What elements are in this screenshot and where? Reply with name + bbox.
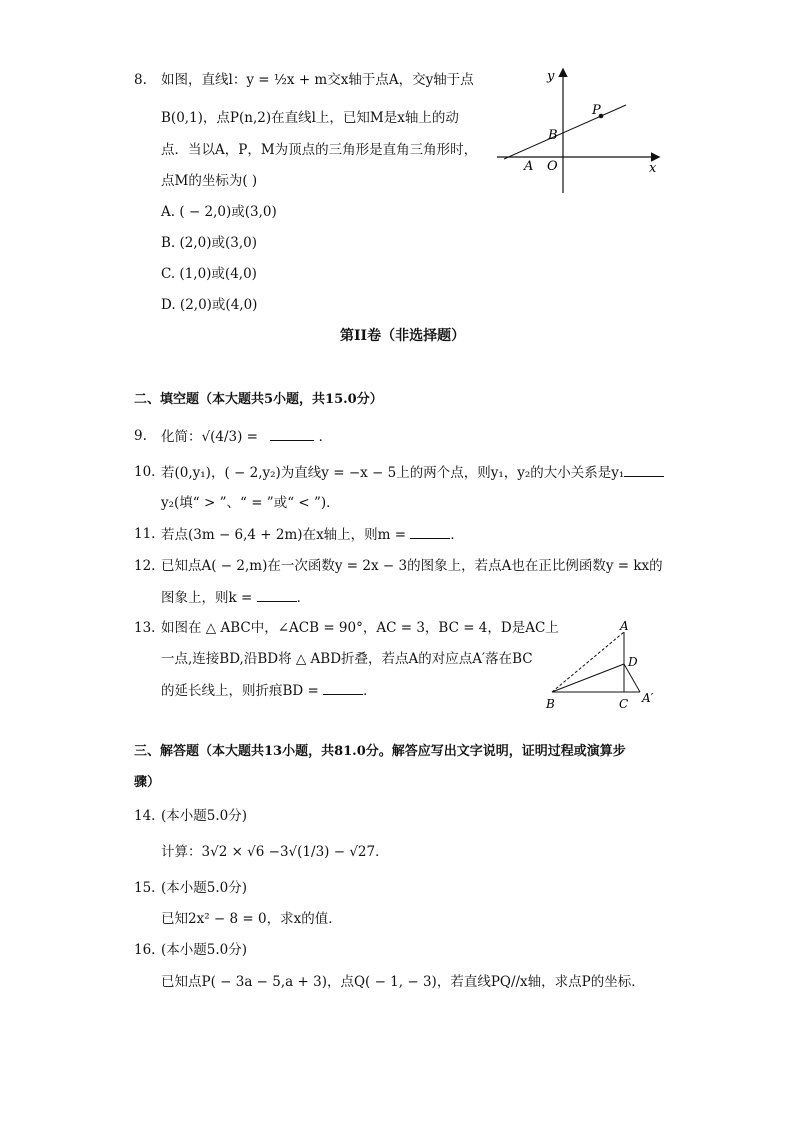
question-11-line [161,524,464,545]
question-13-triangle-figure [540,618,666,714]
y-axis-label: y [547,69,555,84]
point-c-label: C [619,697,629,711]
question-8-option-b: B. (2,0)或(3,0) [161,235,258,251]
question-9-number: 9. [134,428,147,444]
origin-label: O [547,159,558,174]
question-9-prompt: 化简： [161,429,202,445]
point-a-label: A [620,619,629,633]
point-b-label: B [548,128,558,143]
question-11-period: ． [450,527,464,543]
question-9-radical: √(4/3) [201,429,243,445]
question-12-line-2 [161,587,310,608]
question-15-score: (本小题5.0分) [161,880,248,896]
question-8-line-1: 如图，直线l：y = ½x + m交x轴于点A，交y轴于点 [161,72,474,88]
question-16-number: 16. [134,942,156,958]
question-9-text [161,426,332,447]
segment-ba-dashed [552,632,624,692]
line-l [504,105,626,159]
question-10-number: 10. [134,464,156,480]
question-8-coordinate-figure [492,62,667,197]
question-10-line-2: y₂(填“ > ”、“ = ”或“ < ”)． [161,495,340,511]
question-9-answer-blank[interactable] [270,426,314,441]
question-12-number: 12. [134,558,156,574]
question-12-line-1: 已知点A( − 2,m)在一次函数y = 2x − 3的图象上，若点A也在正比例函数y = kx的 [161,558,663,574]
question-15-number: 15. [134,880,156,896]
question-10-line-1 [161,462,664,483]
question-9-period: ． [318,429,333,445]
question-10-text: 若(0,y₁)，( − 2,y₂)为直线y = −x − 5上的两个点，则y₁，y₂的大小关系是y₁ [161,465,625,481]
question-13-period: ． [363,683,377,699]
question-14-text: 计算：3√2 × √6 −3√(1/3) − √27． [161,844,389,860]
question-12-period: ． [296,590,311,606]
question-14-score: (本小题5.0分) [161,808,248,824]
x-axis-label: x [649,161,657,176]
question-12-answer-blank[interactable] [257,587,297,602]
point-d-label: D [628,655,638,669]
question-8-option-a: A. ( − 2,0)或(3,0) [161,204,277,220]
question-13-line-1: 如图在 △ ABC中，∠ACB = 90°，AC = 3，BC = 4，D是AC上 [161,620,559,636]
point-p-label: P [592,103,601,118]
question-11-text: 若点(3m − 6,4 + 2m)在x轴上，则m = [161,527,407,543]
question-16-score: (本小题5.0分) [161,942,248,958]
question-9-equals: = [242,429,258,445]
question-13-text: 的延长线上，则折痕BD = [161,683,319,699]
question-16-text: 已知点P( − 3a − 5,a + 3)，点Q( − 1, − 3)，若直线PQ//x轴，求点P的坐标． [161,974,645,990]
section-3-heading-line-2: 骤） [134,775,161,790]
question-12-text: 图象上，则k = [161,590,253,606]
section-2-heading: 二、填空题（本大题共5小题，共15.0分） [134,392,383,407]
question-8-option-c: C. (1,0)或(4,0) [161,266,257,282]
question-15-text: 已知2x² − 8 = 0，求x的值． [161,911,342,927]
question-8-option-d: D. (2,0)或(4,0) [161,297,258,313]
segment-bd [552,664,624,692]
point-b-label: B [546,697,555,711]
question-8-line-2: B(0,1)，点P(n,2)在直线l上，已知M是x轴上的动 [161,110,459,126]
question-8-line-3: 点．当以A，P，M为顶点的三角形是直角三角形时， [161,142,478,158]
point-a-prime-label: A′ [642,691,654,705]
question-14-number: 14. [134,808,156,824]
part-2-title: 第II卷（非选择题） [340,328,466,344]
question-13-answer-blank[interactable] [323,680,363,695]
question-13-line-2: 一点,连接BD,沿BD将 △ ABD折叠，若点A的对应点A′落在BC [161,651,533,667]
section-3-heading-line-1: 三、解答题（本大题共13小题，共81.0分。解答应写出文字说明，证明过程或演算步 [134,744,626,759]
question-11-number: 11. [134,526,156,542]
question-10-answer-blank[interactable] [624,462,664,477]
point-a-label: A [524,159,534,174]
question-13-line-3 [161,680,377,701]
question-13-number: 13. [134,620,156,636]
question-8-number: 8. [134,72,147,88]
question-11-answer-blank[interactable] [410,524,450,539]
question-8-line-4: 点M的坐标为( ) [161,173,258,189]
